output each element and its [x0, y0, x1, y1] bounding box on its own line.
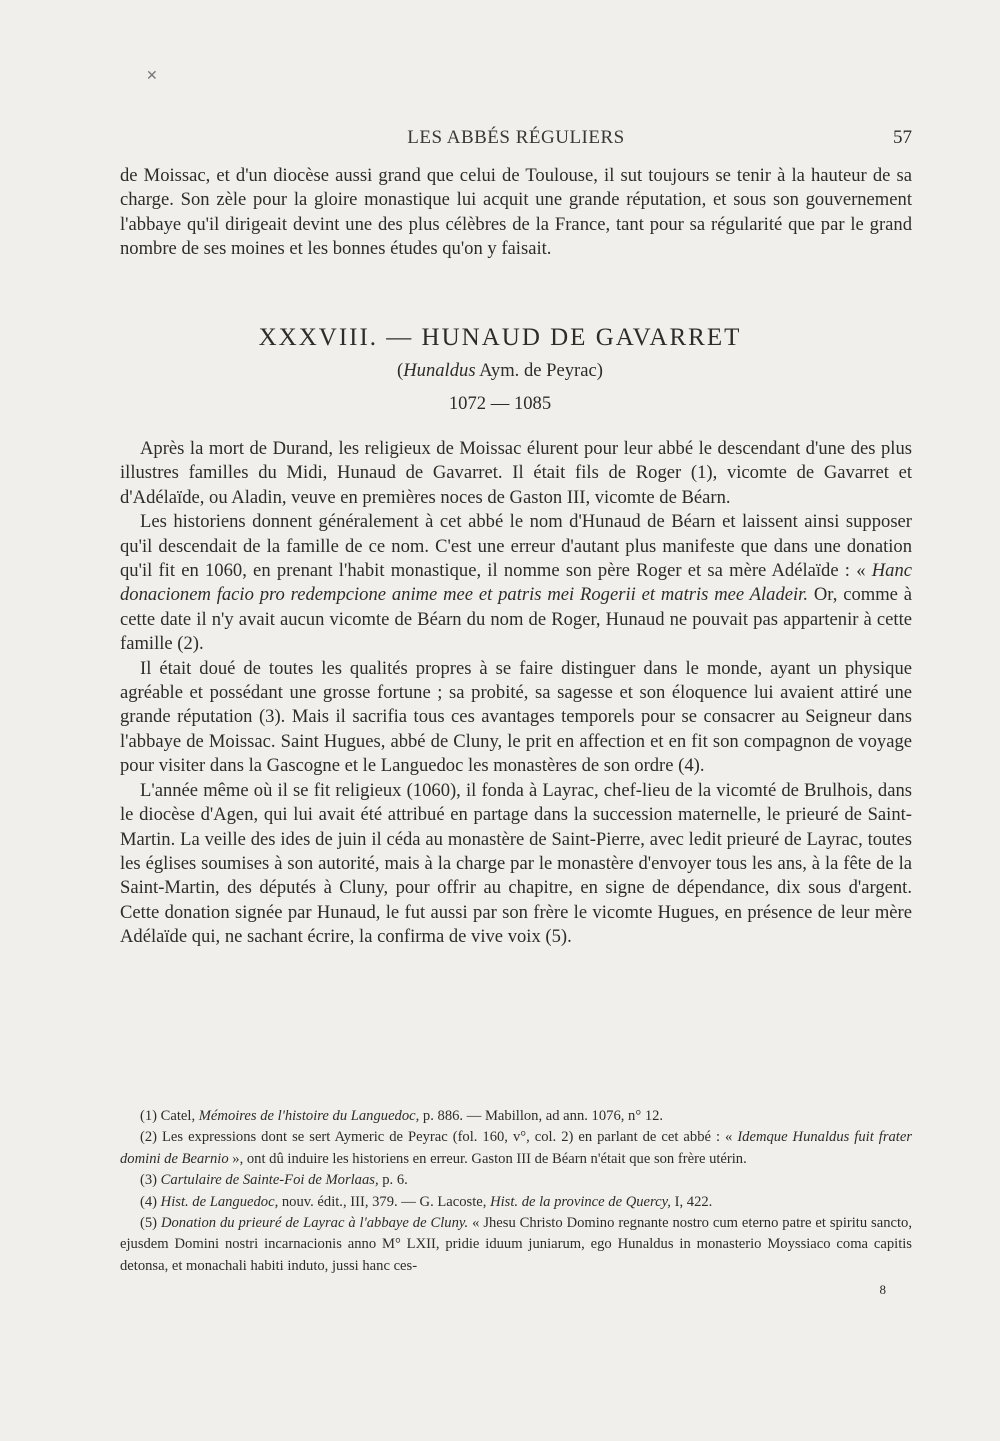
footnote-1: (1) Catel, Mémoires de l'histoire du Languedoc, p. 886. — Mabillon, ad ann. 1076, n° 12. [140, 1108, 664, 1124]
footnote-4: (4) Hist. de Languedoc, nouv. édit., III, 379. — G. Lacoste, Hist. de la province de Quercy, I, 422. [140, 1193, 713, 1210]
paragraph-4: L'année même où il se fit religieux (1060), il fonda à Layrac, chef-lieu de la vicomté de Brulhois, dans le diocèse d'Agen, qui lui avait été attribué en partage dans la succession maternelle, le prieuré de Saint-Martin. La veille des ides de juin il céda au monastère de Saint-Pierre, avec ledit prieuré de Layrac, toutes les églises soumises à son autorité, mais à la charge par le monastère d'envoyer tous les ans, à la fête de la Saint-Martin, des députés à Cluny, pour offrir au chapitre, en signe de dépendance, dix sous d'argent. Cette donation signée par Hunaud, le fut aussi par son frère le vicomte Hugues, en présence de leur mère Adélaïde qui, ne sachant écrire, la confirma de vive voix (5). [120, 779, 912, 948]
main-text [120, 437, 912, 950]
footnote-3: (3) Cartulaire de Sainte-Foi de Morlaas, p. 6. [140, 1172, 408, 1189]
running-title: LES ABBÉS RÉGULIERS [407, 127, 625, 148]
footnotes [120, 1106, 912, 1277]
paragraph-continuation: de Moissac, et d'un diocèse aussi grand que celui de Toulouse, il sut toujours se tenir à la hauteur de sa charge. Son zèle pour la gloire monastique lui acquit une grande réputation, et sous son gouvernement l'abbaye qu'il dirigeait devint une des plus célèbres de la France, tant pour sa régularité que par le grand nombre de ses moines et les bonnes études qu'on y faisait. [120, 165, 912, 260]
latin-quote: Hanc donacionem facio pro redempcione anime mee et patris mei Rogerii et matris mee Aladeir. [120, 560, 912, 606]
paragraph-2: Les historiens donnent généralement à cet abbé le nom d'Hunaud de Béarn et laissent ainsi supposer qu'il descendait de la famille de ce nom. C'est une erreur d'autant plus manifeste que dans une donation qu'il fit en 1060, en prenant l'habit monastique, il nomme son père Roger et sa mère Adélaïde : « Hanc donacionem facio pro redempcione anime mee et patris mei Rogerii et matris mee Aladeir. Or, comme à cette date il n'y avait aucun vicomte de Béarn du nom de Roger, Hunaud ne pouvait pas appartenir à cette famille (2). [120, 511, 913, 655]
latin-name: Hunaldus [403, 360, 476, 381]
chapter-dates: 1072 — 1085 [448, 393, 552, 414]
chapter-subtitle: (Hunaldus Aym. de Peyrac) [397, 360, 603, 381]
stray-pencil-mark: ✕ [146, 69, 158, 84]
signature-mark: 8 [879, 1282, 886, 1297]
chapter-title: XXXVIII. — HUNAUD DE GAVARRET [258, 324, 742, 351]
paragraph-1: Après la mort de Durand, les religieux de Moissac élurent pour leur abbé le descendant d'une des plus illustres familles du Midi, Hunaud de Gavarret. Il était fils de Roger (1), vicomte de Gavarret et d'Adélaïde, ou Aladin, veuve en premières noces de Gaston III, vicomte de Béarn. [120, 438, 912, 508]
opening-paragraph [120, 164, 912, 262]
footnote-2: (2) Les expressions dont se sert Aymeric de Peyrac (fol. 160, v°, col. 2) en parlant de cet abbé : « Idemque Hunaldus fuit frater domini de Bearnio », ont dû induire les historiens en erreur. Gaston III de Béarn n'était que son frère utérin. [120, 1129, 913, 1167]
footnote-5: (5) Donation du prieuré de Layrac à l'abbaye de Cluny. « Jhesu Christo Domino regnante nostro cum eterno patre et spiritu sancto, ejusdem Domini nostri incarnacionis anno M° LXII, pridie iduum juniarum, ego Hunaldus in monasterio Moyssiaco coma capitis detonsa, et monachali habiti induto, jussi hanc ces- [120, 1215, 912, 1274]
paragraph-3: Il était doué de toutes les qualités propres à se faire distinguer dans le monde, ayant un physique agréable et possédant une grosse fortune ; sa probité, sa sagesse et son éloquence lui avaient attiré une grande réputation (3). Mais il sacrifia tous ces avantages temporels pour se consacrer au Seigneur dans l'abbaye de Moissac. Saint Hugues, abbé de Cluny, le prit en affection et en fit son compagnon de voyage pour visiter dans la Gascogne et le Languedoc les monastères de son ordre (4). [120, 657, 912, 777]
running-header [120, 127, 912, 155]
page-number: 57 [893, 127, 912, 148]
